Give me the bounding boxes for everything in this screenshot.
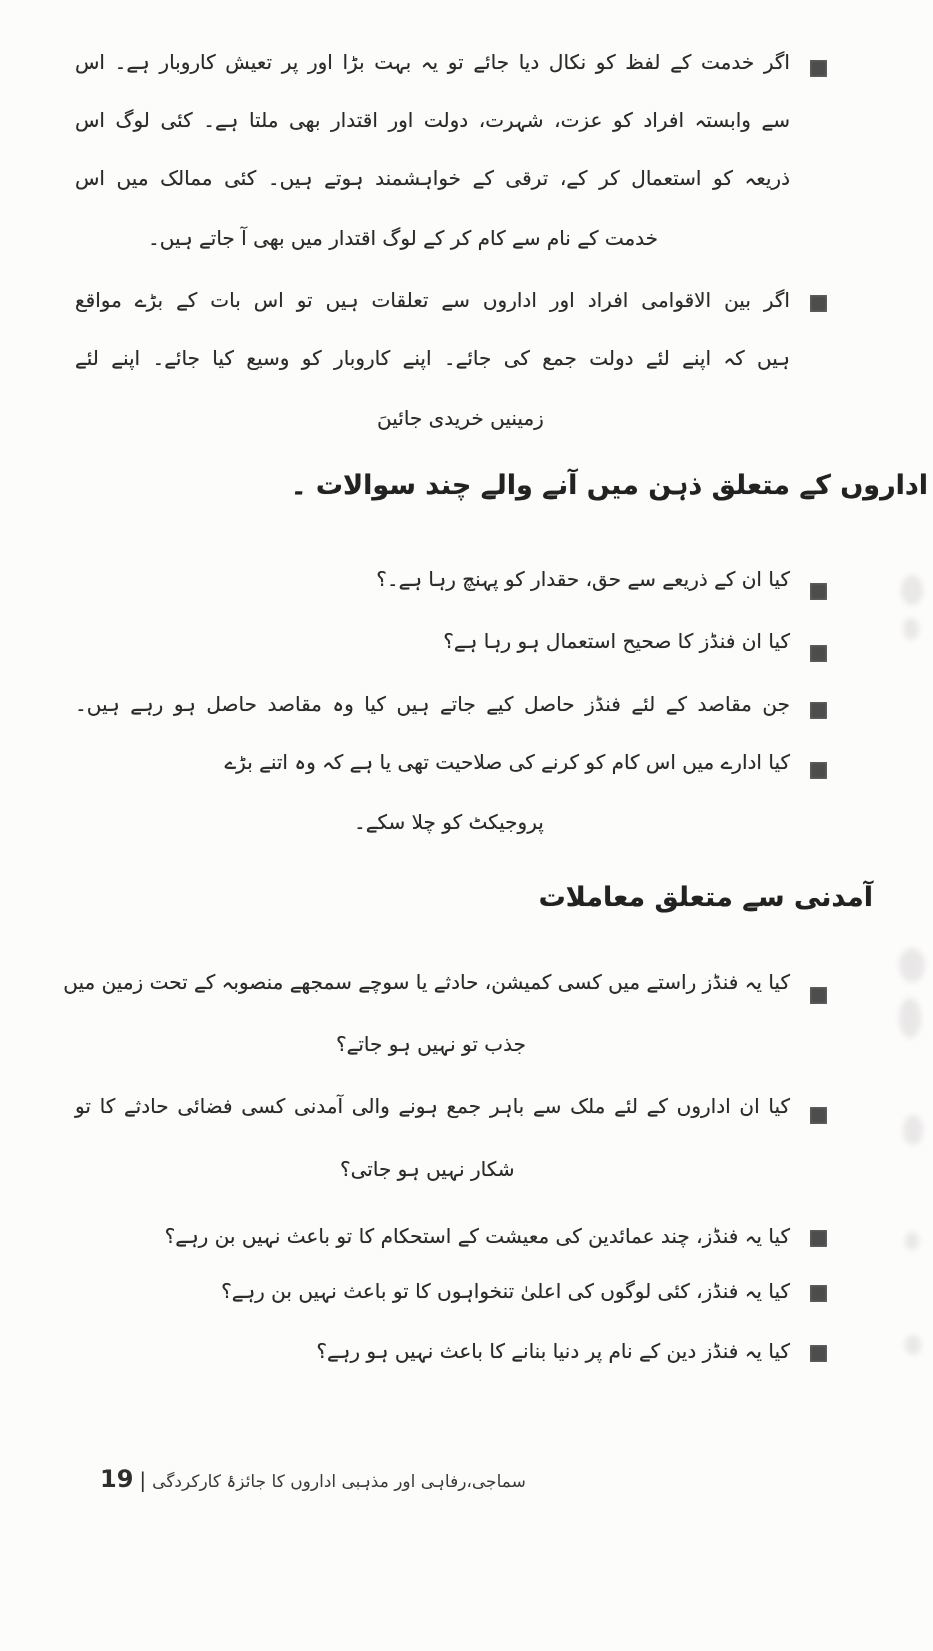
bullet-square-icon [810, 987, 827, 1004]
bullet-line: اگر خدمت کے لفظ کو نکال دیا جائے تو یہ بہت بڑا اور پر تعیش کاروبار ہے۔ اس [75, 50, 790, 74]
question-line: جن مقاصد کے لئے فنڈز حاصل کیے جاتے ہیں کیا وہ مقاصد حاصل ہو رہے ہیں۔ [75, 692, 790, 716]
bullet-square-icon [810, 762, 827, 779]
bullet-square-icon [810, 702, 827, 719]
bullet-line: خدمت کے نام سے کام کر کے لوگ اقتدار میں بھی آ جاتے ہیں۔ [148, 226, 659, 250]
bullet-line: سے وابستہ افراد کو عزت، شہرت، دولت اور اقتدار بھی ملتا ہے۔ کئی لوگ اس [75, 108, 790, 132]
question-line: کیا ادارے میں اس کام کو کرنے کی صلاحیت تھی یا ہے کہ وہ اتنے بڑے [224, 750, 790, 774]
bullet-square-icon [810, 295, 827, 312]
bullet-line: ہیں کہ اپنے لئے دولت جمع کی جائے۔ اپنے کاروبار کو وسیع کیا جائے۔ اپنے لئے [75, 346, 790, 370]
question-line: کیا یہ فنڈز دین کے نام پر دنیا بنانے کا باعث نہیں ہو رہے؟ [316, 1339, 790, 1363]
bleed-smudge [905, 1335, 921, 1355]
bullet-square-icon [810, 1285, 827, 1302]
bleed-smudge [899, 998, 921, 1038]
section-heading-questions: اداروں کے متعلق ذہن میں آنے والے چند سوالات ۔ [290, 470, 928, 501]
bullet-square-icon [810, 645, 827, 662]
bullet-line: ذریعہ کو استعمال کر کے، ترقی کے خواہشمند ہوتے ہیں۔ کئی ممالک میں اس [75, 166, 790, 190]
footer-book-title: سماجی،رفاہی اور مذہبی اداروں کا جائزۂ کارکردگی [152, 1472, 526, 1492]
question-line: کیا ان فنڈز کا صحیح استعمال ہو رہا ہے؟ [443, 629, 790, 653]
bleed-smudge [903, 1115, 923, 1145]
question-line: جذب تو نہیں ہو جاتے؟ [336, 1032, 526, 1056]
bleed-smudge [899, 948, 925, 982]
page-number: 19 [100, 1465, 134, 1493]
bullet-square-icon [810, 1230, 827, 1247]
bullet-square-icon [810, 1345, 827, 1362]
question-line: کیا ان اداروں کے لئے ملک سے باہر جمع ہونے والی آمدنی کسی فضائی حادثے کا تو [75, 1094, 790, 1118]
bullet-square-icon [810, 60, 827, 77]
footer-divider: | [139, 1468, 147, 1492]
question-line: کیا یہ فنڈز راستے میں کسی کمیشن، حادثے یا سوچے سمجھے منصوبہ کے تحت زمین میں [63, 970, 790, 994]
bullet-line: زمینیں خریدی جائیںَ [377, 406, 544, 430]
bleed-smudge [903, 618, 919, 640]
question-line: کیا یہ فنڈز، کئی لوگوں کی اعلیٰ تنخواہوں کا تو باعث نہیں بن رہے؟ [221, 1279, 790, 1303]
bullet-square-icon [810, 1107, 827, 1124]
bleed-smudge [905, 1232, 919, 1250]
page-footer [100, 1465, 526, 1493]
bullet-line: اگر بین الاقوامی افراد اور اداروں سے تعلقات ہیں تو اس بات کے بڑے مواقع [75, 288, 790, 312]
bullet-square-icon [810, 583, 827, 600]
question-line: کیا یہ فنڈز، چند عمائدین کی معیشت کے استحکام کا تو باعث نہیں بن رہے؟ [164, 1224, 790, 1248]
section-heading-income: آمدنی سے متعلق معاملات [538, 882, 873, 913]
question-line: پروجیکٹ کو چلا سکے۔ [354, 810, 544, 834]
bleed-smudge [901, 575, 923, 605]
question-line: کیا ان کے ذریعے سے حق، حقدار کو پہنچ رہا ہے۔؟ [376, 567, 790, 591]
question-line: شکار نہیں ہو جاتی؟ [340, 1157, 515, 1181]
